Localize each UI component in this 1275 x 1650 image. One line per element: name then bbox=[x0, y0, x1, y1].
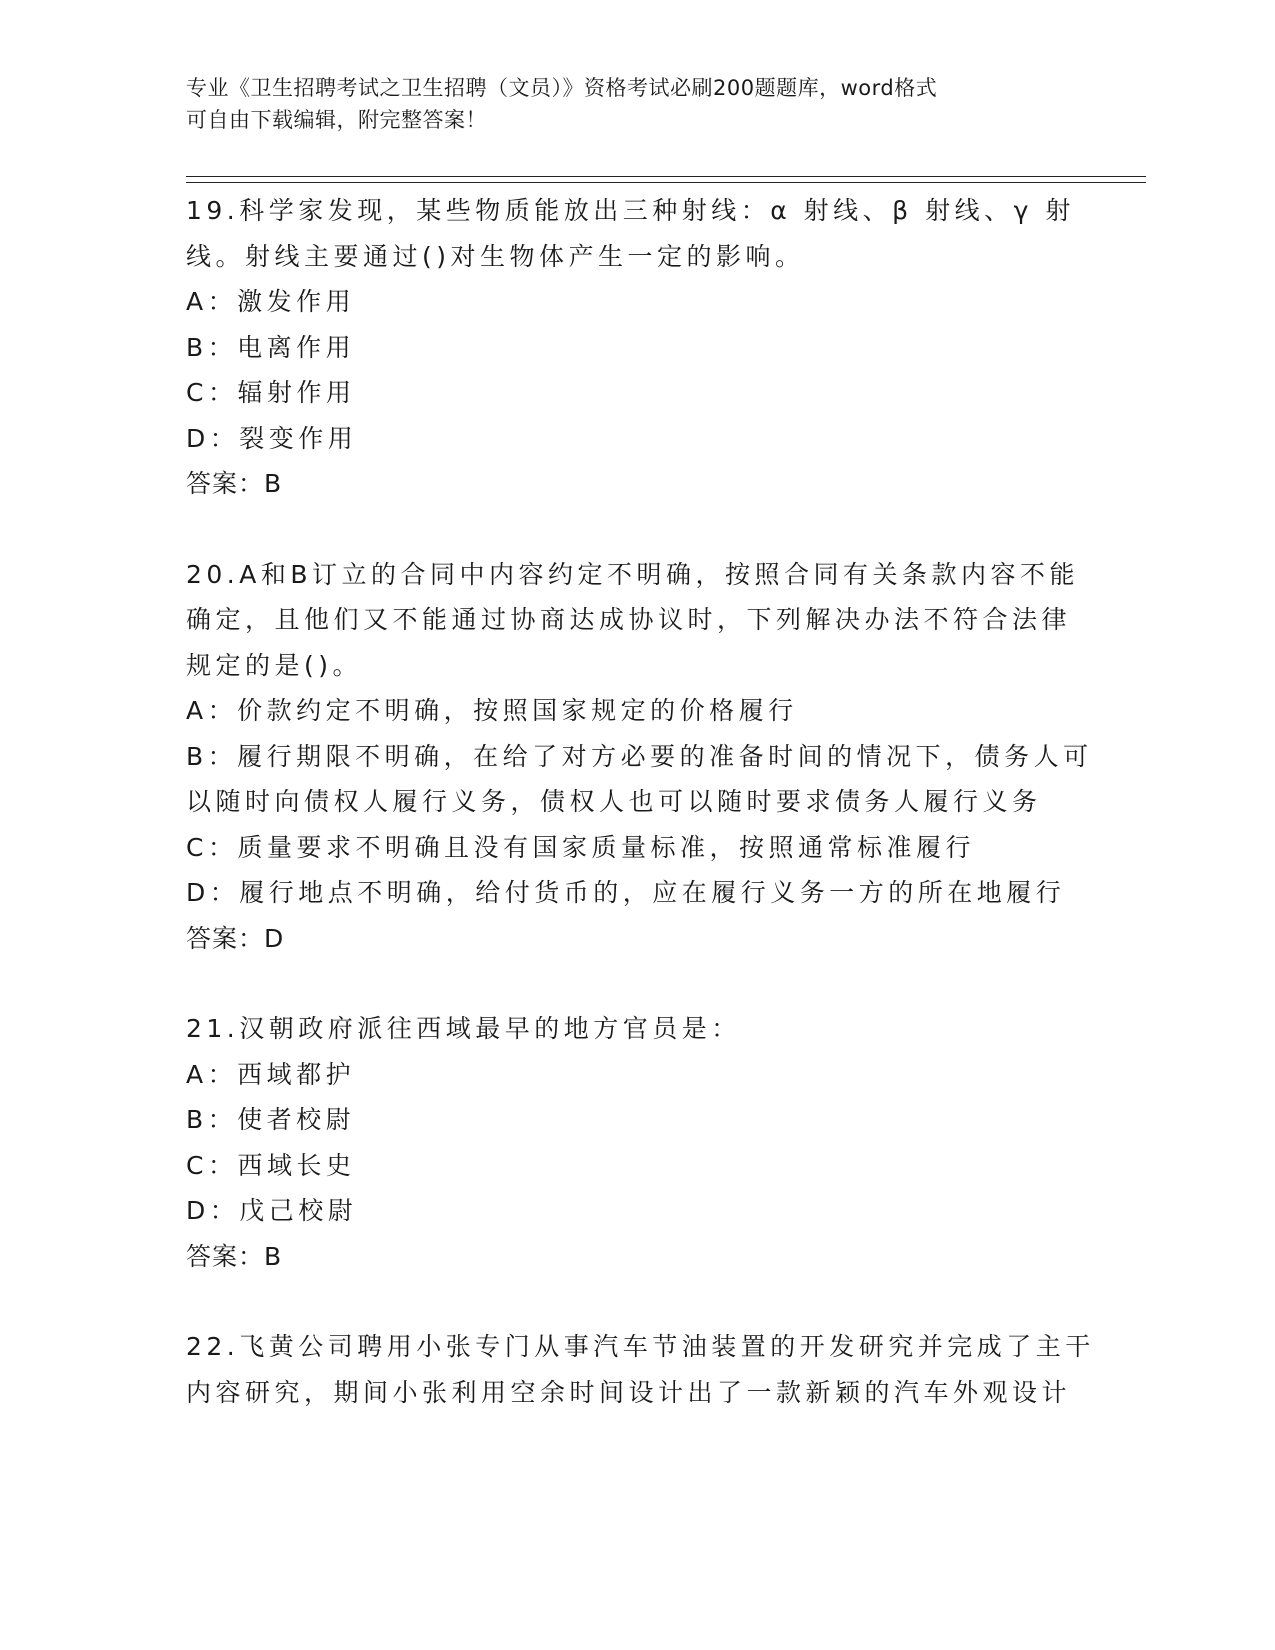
option-b: B：使者校尉 bbox=[186, 1105, 356, 1134]
option-d: D：裂变作用 bbox=[186, 423, 358, 453]
answer: 答案：D bbox=[186, 923, 285, 953]
question-text-line: 22.飞黄公司聘用小张专门从事汽车节油装置的开发研究并完成了主干 bbox=[186, 1332, 1095, 1361]
question-text-line: 确定，且他们又不能通过协商达成协议时，下列解决办法不符合法律 bbox=[186, 605, 1072, 634]
question-20 bbox=[186, 552, 1093, 962]
option-c: C：西域长史 bbox=[186, 1150, 356, 1180]
document-header bbox=[186, 72, 1086, 136]
header-rule-top bbox=[186, 176, 1146, 177]
option-d: D：履行地点不明确，给付货币的，应在履行义务一方的所在地履行 bbox=[186, 878, 1066, 907]
question-21 bbox=[186, 1006, 1076, 1279]
question-text-line: 20.A和B订立的合同中内容约定不明确，按照合同有关条款内容不能 bbox=[186, 559, 1080, 589]
question-list bbox=[186, 188, 1095, 1415]
option-c: C：质量要求不明确且没有国家质量标准，按照通常标准履行 bbox=[186, 832, 975, 862]
header-line-2: 可自由下载编辑，附完整答案！ bbox=[186, 108, 487, 132]
answer: 答案：B bbox=[186, 469, 283, 498]
option-a: A：西域都护 bbox=[186, 1059, 356, 1089]
question-19 bbox=[186, 188, 1076, 507]
option-b: B：履行期限不明确，在给了对方必要的准备时间的情况下，债务人可 bbox=[186, 741, 1093, 771]
option-a: A：激发作用 bbox=[186, 287, 356, 316]
option-b-continued: 以随时向债权人履行义务，债权人也可以随时要求债务人履行义务 bbox=[186, 787, 1042, 816]
question-text-line: 内容研究，期间小张利用空余时间设计出了一款新颖的汽车外观设计 bbox=[186, 1377, 1072, 1407]
question-text-line: 规定的是()。 bbox=[186, 650, 363, 680]
question-text-line: 线。射线主要通过()对生物体产生一定的影响。 bbox=[186, 241, 805, 271]
header-line-1: 专业《卫生招聘考试之卫生招聘（文员）》资格考试必刷200题题库，word格式 bbox=[186, 76, 938, 100]
header-rule-bottom bbox=[186, 182, 1146, 183]
option-c: C：辐射作用 bbox=[186, 378, 356, 407]
option-a: A：价款约定不明确，按照国家规定的价格履行 bbox=[186, 696, 798, 725]
option-b: B：电离作用 bbox=[186, 332, 356, 362]
question-22 bbox=[186, 1324, 1095, 1415]
answer: 答案：B bbox=[186, 1241, 283, 1271]
option-d: D：戊己校尉 bbox=[186, 1196, 358, 1225]
question-text-line: 21.汉朝政府派往西域最早的地方官员是： bbox=[186, 1014, 741, 1043]
question-text-line: 19.科学家发现，某些物质能放出三种射线：α 射线、β 射线、γ 射 bbox=[186, 196, 1075, 225]
